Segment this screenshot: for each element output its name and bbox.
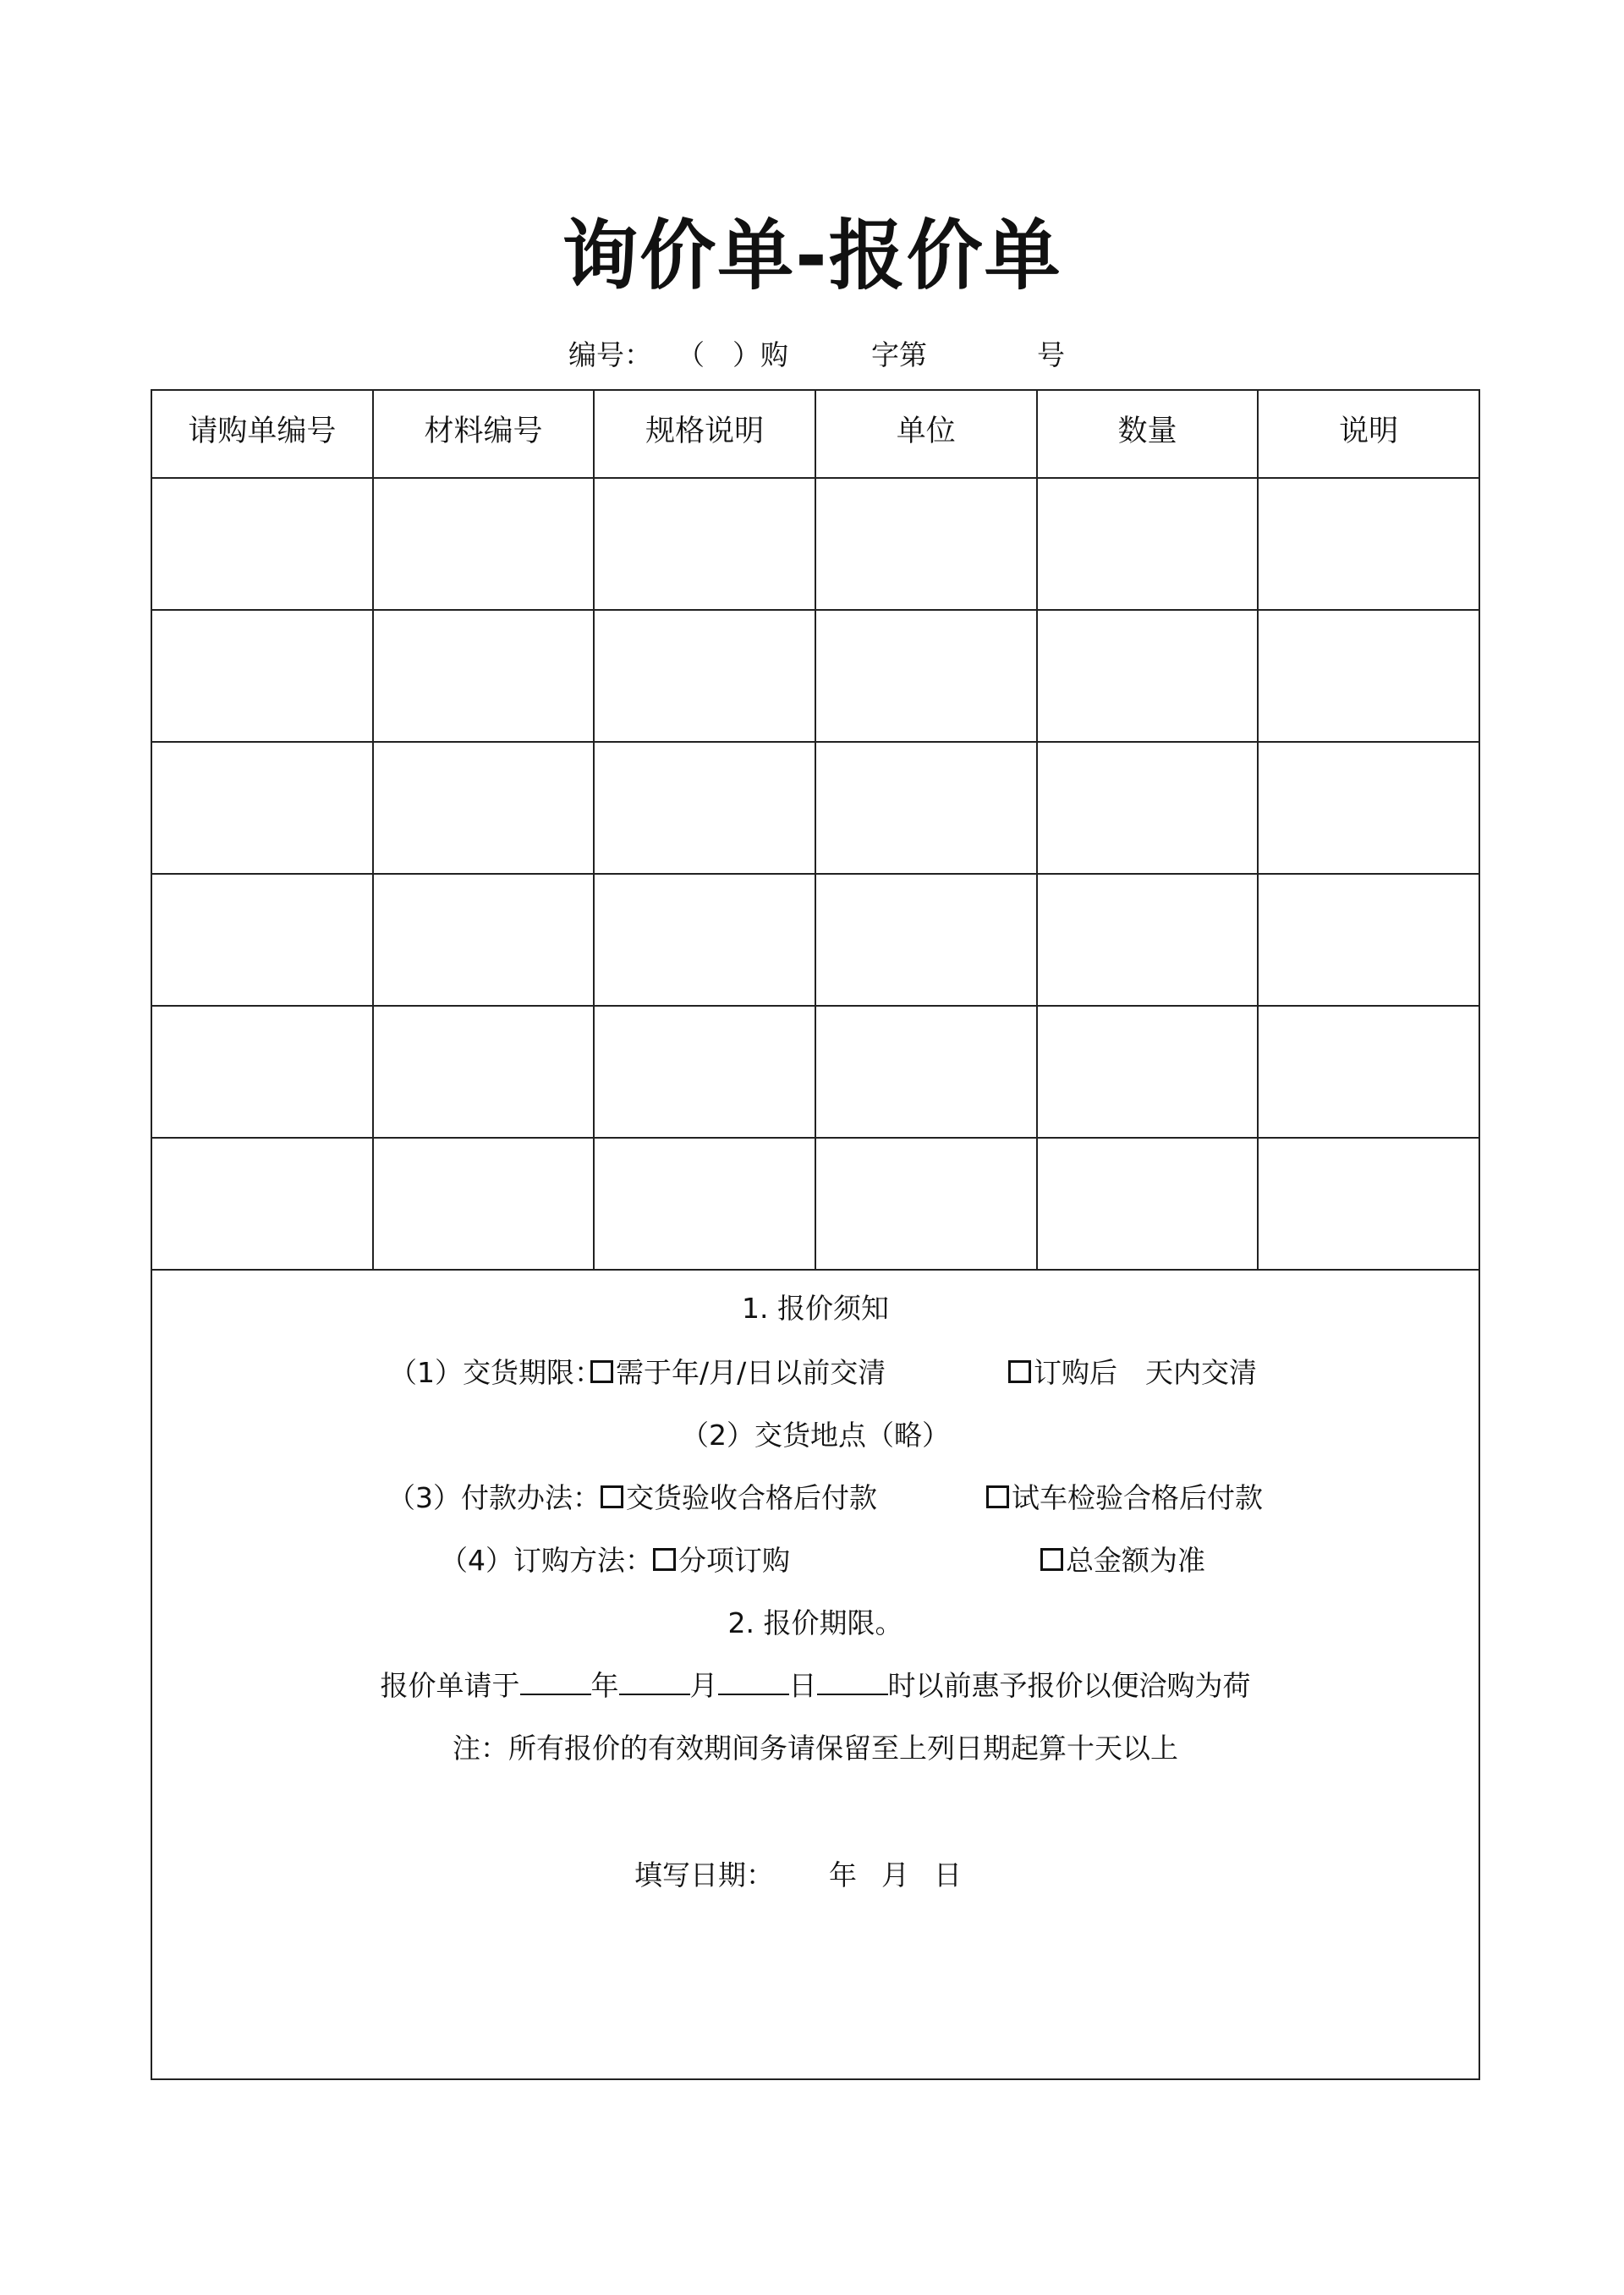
- table-row: [151, 1006, 1479, 1138]
- table-cell[interactable]: [594, 478, 815, 610]
- table-cell[interactable]: [1258, 742, 1479, 874]
- deadline-hour-field[interactable]: [817, 1665, 888, 1695]
- deadline-year-label: 年: [590, 1669, 619, 1702]
- table-row: [151, 742, 1479, 874]
- table-row: [151, 478, 1479, 610]
- table-cell[interactable]: [151, 742, 373, 874]
- table-cell[interactable]: [594, 742, 815, 874]
- serial-purchase-paren: （ ）购: [677, 338, 788, 371]
- fill-date-line: [152, 1854, 1479, 1897]
- header-unit: 单位: [815, 390, 1037, 478]
- checkbox-icon[interactable]: [986, 1485, 1009, 1508]
- table-cell[interactable]: [594, 1138, 815, 1270]
- deadline-month-label: 月: [689, 1669, 718, 1702]
- checkbox-icon[interactable]: [653, 1548, 676, 1571]
- deadline-day-label: 日: [788, 1669, 817, 1702]
- table-cell[interactable]: [1037, 742, 1259, 874]
- table-cell[interactable]: [373, 1006, 595, 1138]
- quotation-notes-box: [151, 1271, 1480, 2080]
- fill-date-month: 月: [881, 1859, 909, 1891]
- table-cell[interactable]: [151, 1138, 373, 1270]
- table-cell[interactable]: [594, 874, 815, 1006]
- serial-zi-di: 字第: [871, 338, 927, 371]
- header-quantity: 数量: [1037, 390, 1259, 478]
- order-option-b[interactable]: [1040, 1540, 1205, 1582]
- table-cell[interactable]: [151, 610, 373, 742]
- quote-deadline-line: [152, 1665, 1479, 1707]
- table-cell[interactable]: [373, 742, 595, 874]
- order-method-line: [152, 1540, 1479, 1582]
- payment-option-a-label: 交货验收合格后付款: [626, 1481, 877, 1514]
- section-quote-deadline: 2. 报价期限。: [727, 1606, 903, 1639]
- header-specification: 规格说明: [594, 390, 815, 478]
- deadline-suffix: 时以前惠予报价以便洽购为荷: [887, 1669, 1251, 1702]
- table-row: [151, 874, 1479, 1006]
- deadline-month-field[interactable]: [619, 1665, 690, 1695]
- checkbox-icon[interactable]: [1040, 1548, 1063, 1571]
- fill-date-label: 填写日期：: [634, 1859, 774, 1891]
- serial-hao: 号: [1037, 338, 1065, 371]
- delivery-term-option-b[interactable]: [1008, 1352, 1257, 1394]
- table-cell[interactable]: [594, 1006, 815, 1138]
- inquiry-table: [151, 389, 1480, 1271]
- payment-method-label: （3）付款办法：: [387, 1481, 601, 1514]
- serial-number-line: [0, 337, 1624, 374]
- payment-option-b-label: 试车检验合格后付款: [1012, 1481, 1263, 1514]
- table-cell[interactable]: [1258, 1006, 1479, 1138]
- deadline-prefix: 报价单请于: [380, 1669, 520, 1702]
- delivery-term-label: （1）交货期限：: [389, 1356, 602, 1389]
- delivery-place-line: （2）交货地点（略）: [681, 1419, 950, 1452]
- table-cell[interactable]: [815, 1006, 1037, 1138]
- table-cell[interactable]: [151, 478, 373, 610]
- table-cell[interactable]: [1037, 874, 1259, 1006]
- table-cell[interactable]: [1037, 610, 1259, 742]
- table-cell[interactable]: [815, 1138, 1037, 1270]
- checkbox-icon[interactable]: [1008, 1360, 1031, 1383]
- checkbox-icon[interactable]: [590, 1360, 613, 1383]
- payment-option-b[interactable]: [986, 1477, 1263, 1519]
- validity-remark: 注：所有报价的有效期间务请保留至上列日期起算十天以上: [453, 1732, 1178, 1765]
- order-option-a-label: 分项订购: [678, 1544, 790, 1577]
- header-requisition-no: 请购单编号: [151, 390, 373, 478]
- order-method-label: （4）订购方法：: [440, 1544, 653, 1577]
- table-cell[interactable]: [815, 874, 1037, 1006]
- fill-date-year: 年: [829, 1859, 857, 1891]
- table-cell[interactable]: [1258, 874, 1479, 1006]
- delivery-term-line: [152, 1352, 1479, 1394]
- table-cell[interactable]: [373, 1138, 595, 1270]
- serial-label: 编号：: [568, 338, 652, 371]
- table-cell[interactable]: [151, 874, 373, 1006]
- table-cell[interactable]: [815, 478, 1037, 610]
- header-material-no: 材料编号: [373, 390, 595, 478]
- table-cell[interactable]: [1258, 610, 1479, 742]
- table-cell[interactable]: [373, 478, 595, 610]
- section-quote-instructions: 1. 报价须知: [742, 1292, 889, 1325]
- checkbox-icon[interactable]: [601, 1485, 623, 1508]
- order-option-b-label: 总金额为准: [1066, 1544, 1205, 1577]
- table-cell[interactable]: [815, 610, 1037, 742]
- delivery-term-option-b-label: 订购后 天内交清: [1034, 1356, 1257, 1389]
- deadline-year-field[interactable]: [520, 1665, 591, 1695]
- table-cell[interactable]: [1258, 478, 1479, 610]
- table-row: [151, 610, 1479, 742]
- order-option-a[interactable]: [653, 1540, 790, 1582]
- payment-method-line: [152, 1477, 1479, 1519]
- table-cell[interactable]: [1037, 1006, 1259, 1138]
- table-cell[interactable]: [373, 610, 595, 742]
- delivery-term-option-a[interactable]: [590, 1352, 886, 1394]
- table-header-row: [151, 390, 1479, 478]
- table-cell[interactable]: [1037, 1138, 1259, 1270]
- table-cell[interactable]: [815, 742, 1037, 874]
- table-cell[interactable]: [373, 874, 595, 1006]
- document-title: 询价单-报价单: [562, 211, 1062, 300]
- deadline-day-field[interactable]: [718, 1665, 789, 1695]
- table-cell[interactable]: [1037, 478, 1259, 610]
- table-cell[interactable]: [1258, 1138, 1479, 1270]
- fill-date-day: 日: [934, 1859, 962, 1891]
- table-cell[interactable]: [594, 610, 815, 742]
- delivery-term-option-a-label: 需于年/月/日以前交清: [616, 1356, 886, 1389]
- table-cell[interactable]: [151, 1006, 373, 1138]
- payment-option-a[interactable]: [601, 1477, 877, 1519]
- header-remarks: 说明: [1258, 390, 1479, 478]
- table-row: [151, 1138, 1479, 1270]
